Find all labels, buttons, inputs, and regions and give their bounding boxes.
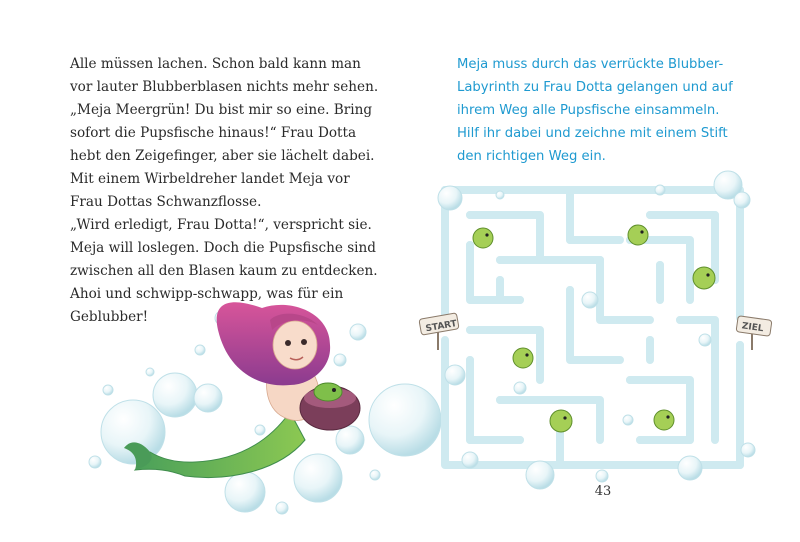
story-line: Geblubber!	[70, 309, 149, 325]
story-line: vor lauter Blubberblasen nichts mehr sehen.	[70, 79, 379, 95]
story-line: Alle müssen lachen. Schon bald kann man	[70, 56, 361, 72]
instruction-line: Labyrinth zu Frau Dotta gelangen und auf	[457, 80, 733, 95]
story-line: „Wird erledigt, Frau Dotta!“, verspricht sie.	[70, 217, 372, 233]
goal-sign-label: ZIEL	[741, 321, 765, 335]
story-line: „Meja Meergrün! Du bist mir so eine. Bring	[70, 102, 373, 118]
story-line: Mit einem Wirbeldreher landet Meja vor	[70, 171, 350, 187]
story-line: sofort die Pupsfische hinaus!“ Frau Dotta	[70, 125, 357, 141]
instruction-line: den richtigen Weg ein.	[457, 149, 606, 164]
story-line: Frau Dottas Schwanzflosse.	[70, 194, 262, 210]
story-line: hebt den Zeigefinger, aber sie lächelt dabei.	[70, 148, 375, 164]
start-sign-label: START	[424, 318, 458, 335]
story-line: Meja will loslegen. Doch die Pupsfische sind	[70, 240, 376, 256]
story-line: Ahoi und schwipp-schwapp, was für ein	[70, 286, 344, 302]
page-number: 43	[594, 484, 612, 499]
instruction-line: Hilf ihr dabei und zeichne mit einem Stift	[457, 126, 728, 141]
instruction-line: ihrem Weg alle Pupsfische einsammeln.	[457, 103, 720, 118]
story-line: zwischen all den Blasen kaum zu entdecken.	[70, 263, 378, 279]
start-sign	[419, 313, 459, 350]
instruction-line: Meja muss durch das verrückte Blubber-	[457, 57, 724, 72]
